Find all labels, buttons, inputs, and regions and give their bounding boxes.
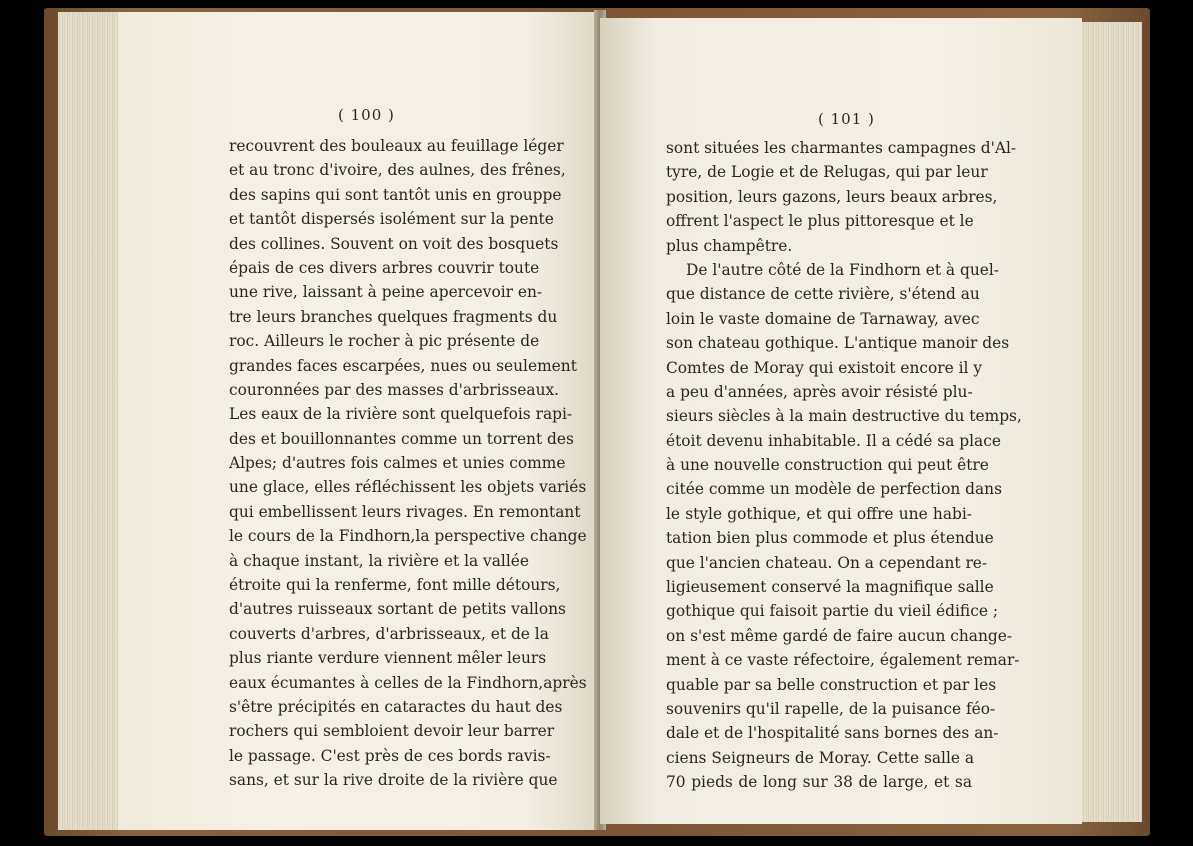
- text-line: ciens Seigneurs de Moray. Cette salle a: [666, 748, 975, 767]
- text-line: étroite qui la renferme, font mille détours,: [229, 576, 561, 595]
- text-line: citée comme un modèle de perfection dans: [666, 480, 1002, 499]
- text-line: le passage. C'est près de ces bords ravis-: [229, 746, 551, 765]
- text-line: tre leurs branches quelques fragments du: [229, 307, 558, 326]
- text-line: le style gothique, et qui offre une habi-: [666, 504, 972, 523]
- text-line: position, leurs gazons, leurs beaux arbres,: [666, 187, 998, 206]
- text-line: gothique qui faisoit partie du vieil édifice ;: [666, 602, 999, 621]
- text-line: Alpes; d'autres fois calmes et unies comme: [229, 454, 566, 473]
- text-line: souvenirs qu'il rapelle, de la puisance féo-: [666, 699, 996, 718]
- text-line: à une nouvelle construction qui peut être: [666, 456, 989, 475]
- right-page-number: ( 101 ): [818, 110, 875, 128]
- text-line: et tantôt dispersés isolément sur la pente: [229, 210, 554, 229]
- text-line: d'autres ruisseaux sortant de petits vallons: [229, 600, 566, 619]
- text-line: eaux écumantes à celles de la Findhorn,après: [229, 673, 587, 692]
- text-line: grandes faces escarpées, nues ou seulement: [229, 356, 577, 375]
- text-line: rochers qui sembloient devoir leur barrer: [229, 722, 555, 741]
- text-line: sans, et sur la rive droite de la rivière que: [229, 771, 558, 790]
- text-line: et au tronc d'ivoire, des aulnes, des frênes,: [229, 161, 566, 180]
- text-line: que l'ancien chateau. On a cependant re-: [666, 553, 988, 572]
- text-line: Les eaux de la rivière sont quelquefois rapi-: [229, 405, 573, 424]
- left-page-text: [229, 134, 587, 793]
- right-page-text: [666, 136, 1022, 795]
- text-line: loin le vaste domaine de Tarnaway, avec: [666, 309, 980, 328]
- text-line: ligieusement conservé la magnifique salle: [666, 578, 994, 597]
- text-line: sont situées les charmantes campagnes d'Al-: [666, 139, 1017, 157]
- text-line: couverts d'arbres, d'arbrisseaux, et de la: [229, 624, 549, 643]
- text-line: épais de ces divers arbres couvrir toute: [229, 258, 540, 277]
- text-line: quable par sa belle construction et par les: [666, 675, 997, 694]
- text-line: son chateau gothique. L'antique manoir des: [666, 334, 1010, 353]
- right-page: [600, 18, 1082, 824]
- text-line: ment à ce vaste réfectoire, également remar-: [666, 651, 1020, 670]
- text-line: a peu d'années, après avoir résisté plu-: [666, 382, 973, 401]
- text-line: tyre, de Logie et de Relugas, qui par leur: [666, 163, 988, 182]
- text-line: couronnées par des masses d'arbrisseaux.: [229, 380, 560, 399]
- text-line: plus champêtre.: [666, 236, 793, 255]
- page-edges-left: [58, 12, 122, 830]
- text-line: des et bouillonnantes comme un torrent des: [229, 429, 574, 448]
- text-line: s'être précipités en cataractes du haut des: [229, 697, 563, 716]
- text-line: à chaque instant, la rivière et la vallée: [229, 551, 529, 570]
- text-line: Comtes de Moray qui existoit encore il y: [666, 358, 983, 377]
- text-line: que distance de cette rivière, s'étend au: [666, 285, 980, 304]
- text-line: une rive, laissant à peine apercevoir en-: [229, 283, 543, 302]
- text-line: on s'est même gardé de faire aucun change-: [666, 626, 1013, 645]
- text-line: sieurs siècles à la main destructive du temps,: [666, 407, 1022, 426]
- text-line: qui embellissent leurs rivages. En remontant: [229, 502, 581, 521]
- text-line: De l'autre côté de la Findhorn et à quel-: [686, 260, 999, 279]
- text-line: dale et de l'hospitalité sans bornes des an-: [666, 724, 999, 743]
- text-line: offrent l'aspect le plus pittoresque et le: [666, 212, 974, 231]
- left-page-number: ( 100 ): [338, 106, 395, 124]
- text-line: des sapins qui sont tantôt unis en grouppe: [229, 185, 562, 204]
- text-line: le cours de la Findhorn,la perspective change: [229, 527, 587, 546]
- text-line: roc. Ailleurs le rocher à pic présente de: [229, 332, 540, 351]
- text-line: recouvrent des bouleaux au feuillage léger: [229, 137, 564, 155]
- text-line: étoit devenu inhabitable. Il a cédé sa place: [666, 431, 1001, 450]
- text-line: tation bien plus commode et plus étendue: [666, 529, 994, 548]
- text-line: une glace, elles réfléchissent les objets variés: [229, 478, 587, 497]
- page-edges-right: [1078, 22, 1142, 822]
- text-line: des collines. Souvent on voit des bosquets: [229, 234, 559, 253]
- text-line: plus riante verdure viennent mêler leurs: [229, 649, 547, 668]
- text-line: 70 pieds de long sur 38 de large, et sa: [666, 773, 972, 792]
- left-page: [118, 12, 600, 830]
